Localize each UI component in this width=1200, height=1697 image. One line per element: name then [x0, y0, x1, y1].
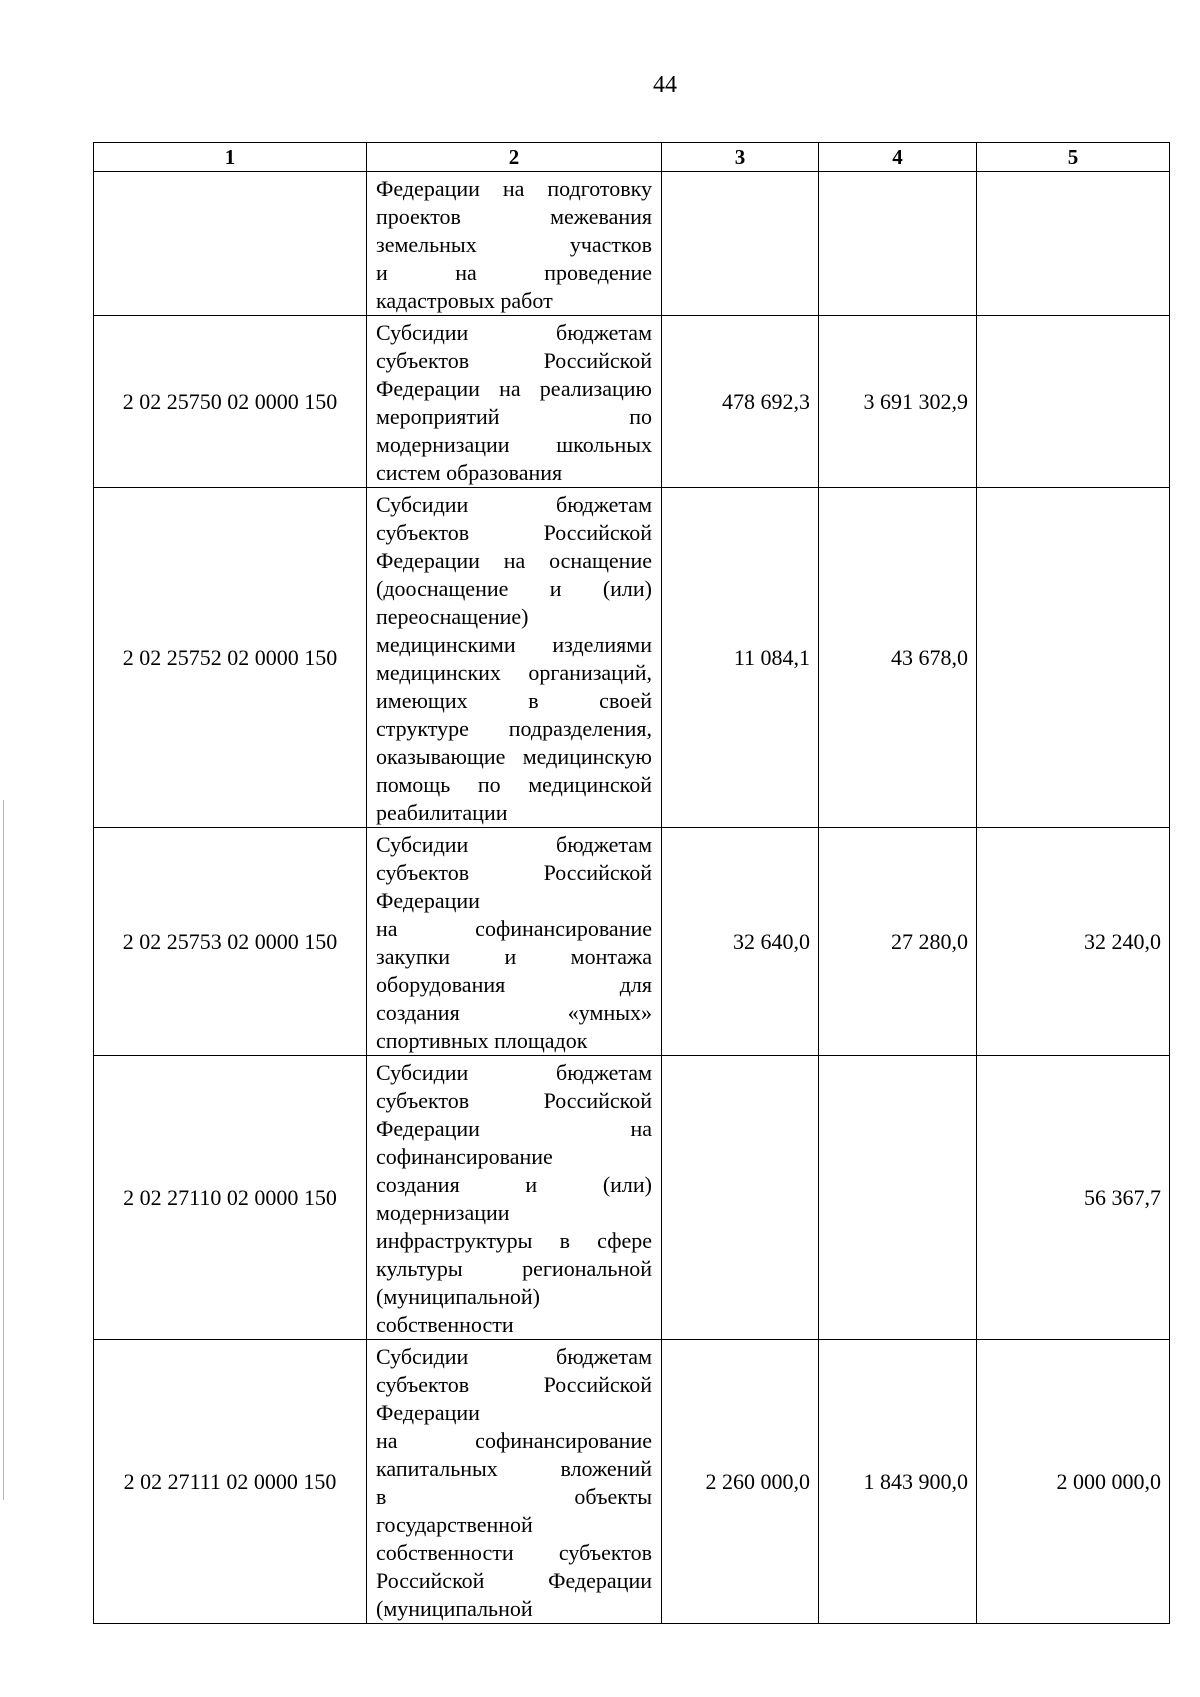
revenue-name-line: инфраструктуры в сфере — [376, 1228, 652, 1253]
amount-col-5-cell — [977, 488, 1170, 828]
header-col-1: 1 — [94, 143, 367, 172]
revenue-name-line: закупки и монтажа — [376, 944, 652, 969]
revenue-name-line: софинансирование — [376, 1144, 553, 1169]
amount-col-4-cell: 27 280,0 — [819, 828, 977, 1056]
revenue-name-line: Субсидии бюджетам — [376, 832, 652, 857]
revenue-name-line: создания «умных» — [376, 1000, 652, 1025]
revenue-name-line: Российской Федерации — [376, 1568, 652, 1593]
revenue-name-cell — [367, 488, 662, 828]
revenue-name-line: Федерации на оснащение — [376, 548, 652, 573]
header-col-2: 2 — [367, 143, 662, 172]
budget-code-cell: 2 02 25752 02 0000 150 — [94, 488, 367, 828]
amount-col-3-cell: 32 640,0 — [662, 828, 819, 1056]
revenue-name-line: субъектов Российской — [376, 1372, 652, 1397]
revenue-name-line: собственности субъектов — [376, 1540, 652, 1565]
amount-col-3-cell: 11 084,1 — [662, 488, 819, 828]
revenue-name-line: Федерации на — [376, 1116, 652, 1141]
revenue-name-line: помощь по медицинской — [376, 772, 652, 797]
revenue-name-line: на софинансирование — [376, 1428, 652, 1453]
revenue-name-line: Федерации — [376, 1400, 480, 1425]
amount-col-4-cell — [819, 172, 977, 316]
revenue-name-cell — [367, 828, 662, 1056]
revenue-name-line: (муниципальной — [376, 1596, 533, 1621]
revenue-name-line: создания и (или) — [376, 1172, 652, 1197]
revenue-name-line: в объекты — [376, 1484, 652, 1509]
table-row — [94, 172, 1170, 316]
amount-col-3-cell: 2 260 000,0 — [662, 1340, 819, 1624]
revenue-name-cell — [367, 316, 662, 488]
revenue-name-line: оборудования для — [376, 972, 652, 997]
budget-code-cell: 2 02 25750 02 0000 150 — [94, 316, 367, 488]
header-row — [94, 143, 1170, 172]
revenue-name-line: субъектов Российской — [376, 1088, 652, 1113]
revenue-name-line: переоснащение) — [376, 604, 529, 629]
amount-col-3-cell: 478 692,3 — [662, 316, 819, 488]
table-row — [94, 1056, 1170, 1340]
amount-col-5-cell — [977, 316, 1170, 488]
amount-col-4-cell — [819, 1056, 977, 1340]
table-row — [94, 1340, 1170, 1624]
revenue-name-line: оказывающие медицинскую — [376, 744, 652, 769]
amount-col-4-cell: 3 691 302,9 — [819, 316, 977, 488]
amount-col-5-cell: 32 240,0 — [977, 828, 1170, 1056]
revenue-name-line: субъектов Российской — [376, 860, 652, 885]
revenue-name-line: кадастровых работ — [376, 288, 553, 313]
amount-col-3-cell — [662, 172, 819, 316]
budget-code-cell — [94, 172, 367, 316]
header-col-5: 5 — [977, 143, 1170, 172]
table-row — [94, 828, 1170, 1056]
revenue-name-line: Федерации на подготовку — [376, 176, 652, 201]
revenue-name-line: Федерации на реализацию — [376, 376, 652, 401]
revenue-name-line: государственной — [376, 1512, 533, 1537]
revenue-name-cell — [367, 1340, 662, 1624]
revenue-name-line: Субсидии бюджетам — [376, 1344, 652, 1369]
amount-col-3-cell — [662, 1056, 819, 1340]
header-col-4: 4 — [819, 143, 977, 172]
revenue-name-line: модернизации школьных — [376, 432, 652, 457]
revenue-name-line: Субсидии бюджетам — [376, 320, 652, 345]
revenue-name-line: имеющих в своей — [376, 688, 652, 713]
revenue-name-line: (дооснащение и (или) — [376, 576, 652, 601]
revenue-name-line: субъектов Российской — [376, 348, 652, 373]
amount-col-4-cell: 1 843 900,0 — [819, 1340, 977, 1624]
revenue-name-line: структуре подразделения, — [376, 716, 652, 741]
revenue-name-line: модернизации — [376, 1200, 510, 1225]
page-number: 44 — [653, 72, 677, 98]
header-col-3: 3 — [662, 143, 819, 172]
revenue-name-line: собственности — [376, 1312, 514, 1337]
revenue-name-line: проектов межевания — [376, 204, 652, 229]
revenue-name-line: культуры региональной — [376, 1256, 652, 1281]
revenue-name-line: на софинансирование — [376, 916, 652, 941]
revenue-name-line: земельных участков — [376, 232, 652, 257]
table-body — [94, 172, 1170, 1624]
budget-code-cell: 2 02 25753 02 0000 150 — [94, 828, 367, 1056]
budget-code-cell: 2 02 27110 02 0000 150 — [94, 1056, 367, 1340]
revenue-name-line: и на проведение — [376, 260, 652, 285]
revenue-name-line: Субсидии бюджетам — [376, 1060, 652, 1085]
revenue-name-line: мероприятий по — [376, 404, 652, 429]
scan-edge-line — [3, 800, 4, 1500]
amount-col-5-cell: 2 000 000,0 — [977, 1340, 1170, 1624]
revenue-name-line: Федерации — [376, 888, 480, 913]
revenue-name-line: медицинскими изделиями — [376, 632, 652, 657]
amount-col-5-cell — [977, 172, 1170, 316]
revenue-name-cell — [367, 1056, 662, 1340]
revenue-name-line: систем образования — [376, 460, 563, 485]
amount-col-4-cell: 43 678,0 — [819, 488, 977, 828]
table-row — [94, 316, 1170, 488]
amount-col-5-cell: 56 367,7 — [977, 1056, 1170, 1340]
revenue-name-cell — [367, 172, 662, 316]
table-row — [94, 488, 1170, 828]
revenue-name-line: медицинских организаций, — [376, 660, 652, 685]
revenue-name-line: спортивных площадок — [376, 1028, 588, 1053]
budget-table — [93, 142, 1170, 1624]
revenue-name-line: субъектов Российской — [376, 520, 652, 545]
budget-code-cell: 2 02 27111 02 0000 150 — [94, 1340, 367, 1624]
revenue-name-line: капитальных вложений — [376, 1456, 652, 1481]
revenue-name-line: (муниципальной) — [376, 1284, 540, 1309]
revenue-name-line: реабилитации — [376, 800, 508, 825]
revenue-name-line: Субсидии бюджетам — [376, 492, 652, 517]
